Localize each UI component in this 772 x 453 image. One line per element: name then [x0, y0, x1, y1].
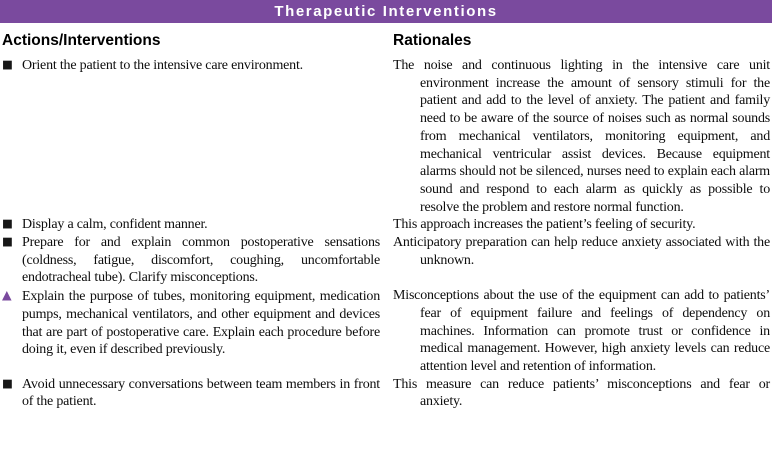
action-item — [2, 57, 380, 75]
action-cell — [2, 216, 380, 234]
triangle-bullet-icon: ▲ — [2, 287, 12, 303]
rationale-cell — [393, 376, 770, 411]
action-text: Display a calm, confident manner. — [22, 217, 208, 233]
rationale-text: Anticipatory preparation can help reduce anxiety associated with the unknown. — [393, 235, 770, 268]
action-text: Orient the patient to the intensive care environment. — [22, 58, 303, 73]
column-header-actions: Actions/Interventions — [2, 32, 161, 49]
table-title-bar — [0, 0, 772, 23]
action-item — [2, 216, 380, 234]
action-cell — [2, 57, 380, 216]
table-row — [2, 216, 770, 234]
action-cell — [2, 287, 380, 376]
action-item — [2, 287, 380, 359]
rationale-text: Misconceptions about the use of the equipment can add to patients’ fear of equipment failure and feelings of dependency on machines. Information can promote trust or confidence in medical management. However, high anxiety levels can reduce attention level and retention of information. — [393, 288, 770, 374]
rationale-text: This measure can reduce patients’ misconceptions and fear or anxiety. — [393, 376, 770, 410]
square-bullet-icon: ■ — [2, 57, 13, 71]
table-row — [2, 57, 770, 216]
table-title: Therapeutic Interventions — [274, 3, 498, 20]
interventions-rows — [0, 57, 772, 411]
action-text: Prepare for and explain common postoperative sensations (coldness, fatigue, discomfort, coughing, uncomfortable endotracheal tube). Clarify misconceptions. — [22, 235, 380, 286]
action-item — [2, 376, 380, 411]
action-text: Avoid unnecessary conversations between team members in front of the patient. — [22, 376, 380, 410]
action-cell — [2, 376, 380, 411]
rationale-cell — [393, 216, 770, 234]
table-row — [2, 234, 770, 287]
table-row — [2, 376, 770, 411]
rationale-text: This approach increases the patient’s feeling of security. — [393, 217, 696, 233]
rationale-cell — [393, 287, 770, 376]
column-headers-row — [0, 23, 772, 57]
column-header-rationales: Rationales — [393, 32, 472, 49]
action-item — [2, 234, 380, 287]
square-bullet-icon: ■ — [2, 234, 13, 249]
action-text: Explain the purpose of tubes, monitoring equipment, medication pumps, mechanical ventilators, and other equipment and devices that are part of postoperative care. Explain each procedure before doing it, even if described previously. — [22, 289, 380, 358]
action-cell — [2, 234, 380, 287]
square-bullet-icon: ■ — [2, 375, 13, 390]
rationale-cell — [393, 234, 770, 287]
square-bullet-icon: ■ — [2, 216, 13, 231]
rationale-text: The noise and continuous lighting in the intensive care unit environment increase the amount of sensory stimuli for the patient and add to the level of anxiety. The patient and family need to be aware of the source of noises such as normal sounds from mechanical ventilators, monitoring equipment, and mechanical ventricular assist devices. Because equipment alarms should not be silenced, nurses need to explain each alarm sound and respond to each alarm as quickly as possible to resolve the problem and restore normal function. — [393, 58, 770, 215]
rationale-cell — [393, 57, 770, 216]
table-row — [2, 287, 770, 376]
